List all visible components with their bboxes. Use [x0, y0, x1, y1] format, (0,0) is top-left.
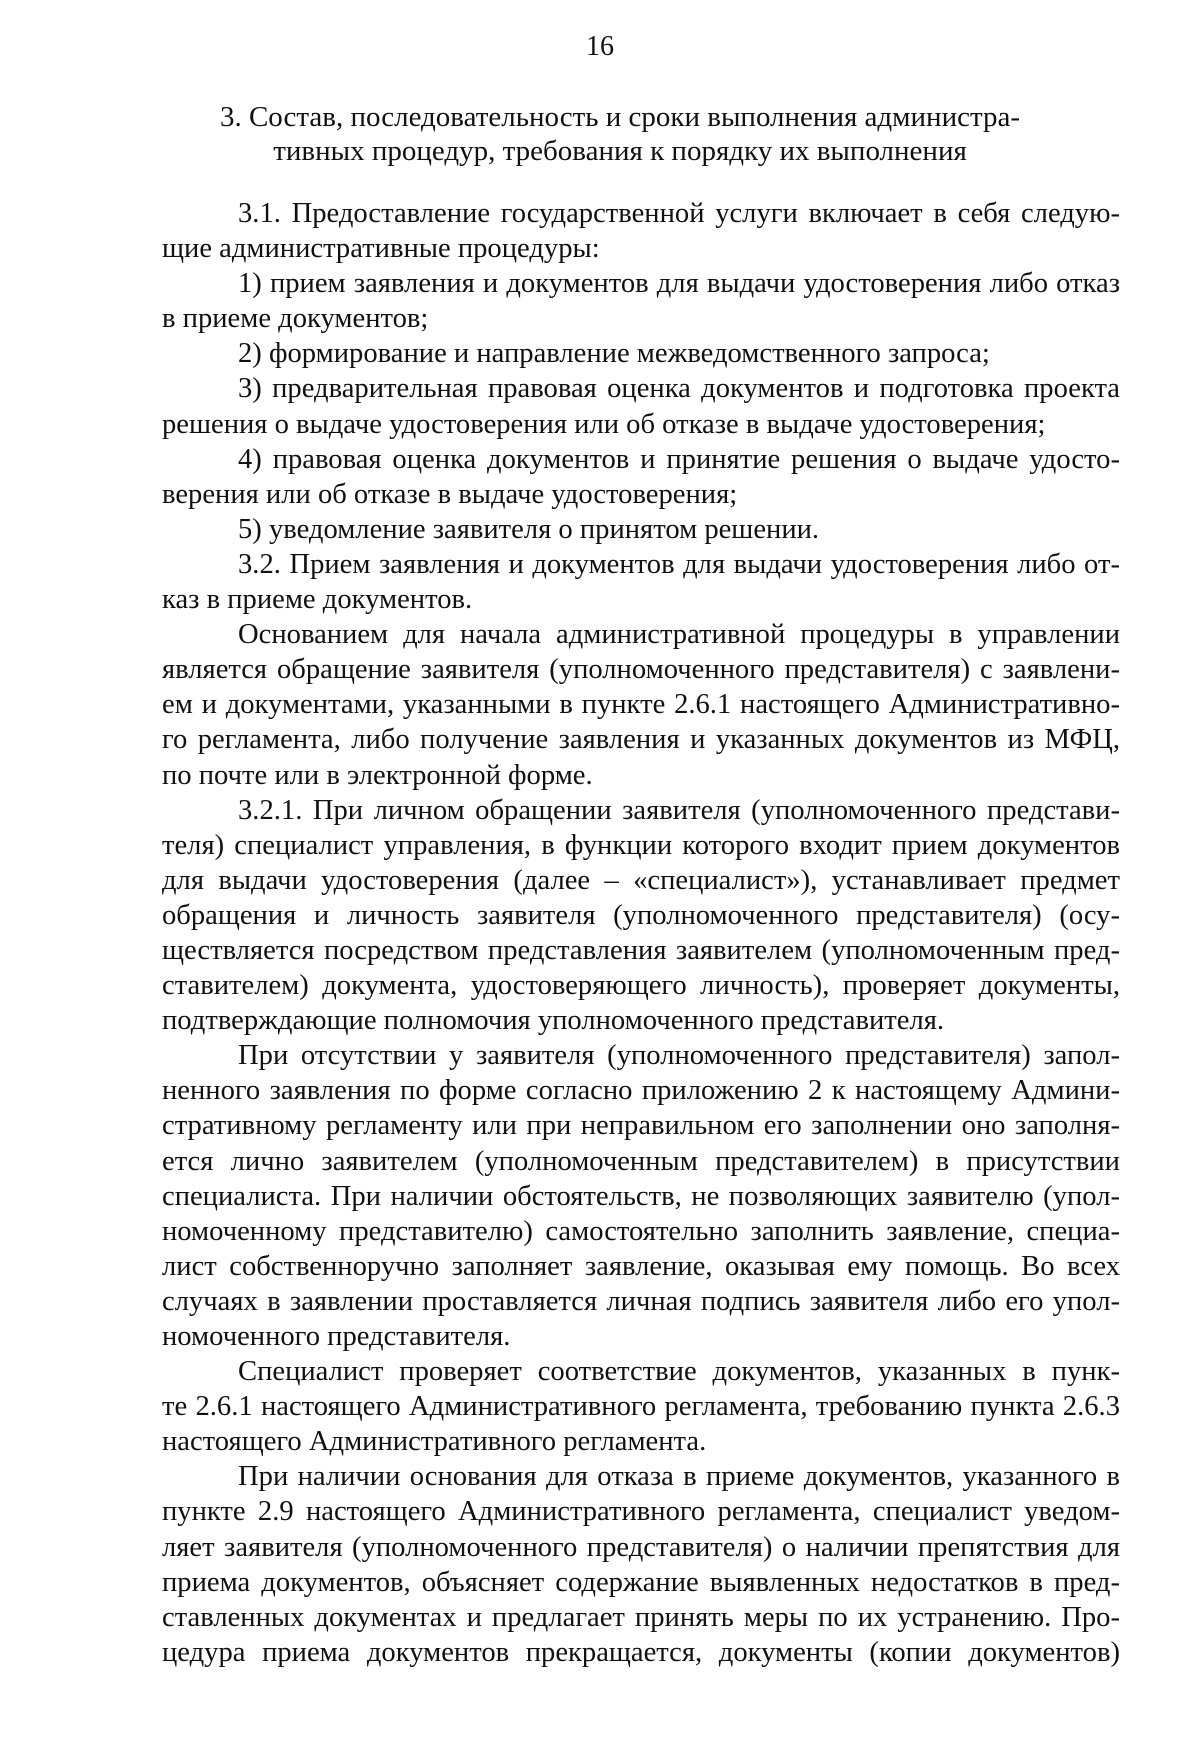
text-line: лист собственноручно заполняет заявление, оказывая ему помощь. Во всех [162, 1250, 1120, 1282]
text-line: ляет заявителя (уполномоченного представителя) о наличии препятствия для [162, 1531, 1120, 1563]
text-line: по почте или в электронной форме. [162, 759, 593, 791]
text-line: 3) предварительная правовая оценка документов и подготовка проекта [238, 373, 1120, 405]
text-line: 3.2.1. При личном обращении заявителя (уполномоченного представи- [238, 794, 1120, 826]
text-line: каз в приеме документов. [162, 584, 473, 616]
text-line: Специалист проверяет соответствие документов, указанных в пунк- [238, 1356, 1120, 1388]
text-line: номоченного представителя. [162, 1321, 511, 1352]
section-heading-line: 3. Состав, последовательность и сроки выполнения администра- [219, 101, 1021, 133]
text-line: для выдачи удостоверения (далее – «специалист»), устанавливает предмет [162, 864, 1120, 896]
text-line: ществляется посредством представления заявителем (уполномоченным пред- [162, 934, 1120, 966]
text-line: настоящего Административного регламента. [162, 1426, 707, 1458]
text-line: обращения и личность заявителя (уполномоченного представителя) (осу- [162, 899, 1120, 931]
text-line: 4) правовая оценка документов и принятие решения о выдаче удосто- [238, 443, 1120, 475]
text-line: 3.1. Предоставление государственной услуги включает в себя следую- [238, 198, 1120, 229]
section-heading [160, 100, 1080, 168]
text-line: 3.2. Прием заявления и документов для выдачи удостоверения либо от- [238, 548, 1120, 580]
section-heading-line: тивных процедур, требования к порядку их выполнения [273, 135, 967, 167]
text-line: является обращение заявителя (уполномоченного представителя) с заявлени- [162, 654, 1120, 686]
text-line: го регламента, либо получение заявления и указанных документов из МФЦ, [162, 724, 1120, 756]
text-line: те 2.6.1 настоящего Административного регламента, требованию пункта 2.6.3 [162, 1391, 1120, 1423]
text-line: ем и документами, указанными в пункте 2.6.1 настоящего Административно- [162, 689, 1120, 721]
text-line: 5) уведомление заявителя о принятом решении. [238, 513, 820, 545]
text-line: щие административные процедуры: [162, 233, 600, 265]
page-number: 16 [586, 31, 614, 62]
text-line: При отсутствии у заявителя (уполномоченного представителя) запол- [238, 1040, 1120, 1072]
text-line: номоченному представителю) самостоятельно заполнить заявление, специа- [162, 1215, 1120, 1247]
text-line: цедура приема документов прекращается, документы (копии документов) [162, 1636, 1120, 1668]
text-line: При наличии основания для отказа в приеме документов, указанного в [238, 1461, 1120, 1493]
text-line: приема документов, объясняет содержание выявленных недостатков в пред- [162, 1566, 1120, 1598]
text-line: ставленных документах и предлагает принять меры по их устранению. Про- [162, 1601, 1120, 1633]
text-line: 2) формирование и направление межведомственного запроса; [238, 338, 990, 370]
text-line: стративному регламенту или при неправильном его заполнении оно заполня- [162, 1110, 1120, 1142]
text-line: теля) специалист управления, в функции которого входит прием документов [162, 829, 1120, 861]
text-line: специалиста. При наличии обстоятельств, не позволяющих заявителю (упол- [162, 1180, 1120, 1212]
body-text [162, 196, 1120, 1670]
text-line: ется лично заявителем (уполномоченным представителем) в присутствии [162, 1145, 1120, 1177]
text-line: в приеме документов; [162, 303, 429, 335]
text-line: пункте 2.9 настоящего Административного регламента, специалист уведом- [162, 1496, 1120, 1528]
text-line: ненного заявления по форме согласно приложению 2 к настоящему Админи- [162, 1075, 1120, 1107]
text-line: решения о выдаче удостоверения или об отказе в выдаче удостоверения; [162, 408, 1046, 440]
text-line: верения или об отказе в выдаче удостоверения; [162, 478, 738, 510]
text-line: Основанием для начала административной процедуры в управлении [238, 619, 1120, 651]
text-line: случаях в заявлении проставляется личная подпись заявителя либо его упол- [162, 1285, 1120, 1317]
text-line: ставителем) документа, удостоверяющего личность), проверяет документы, [162, 970, 1120, 1002]
text-line: подтверждающие полномочия уполномоченного представителя. [162, 1005, 945, 1037]
text-line: 1) прием заявления и документов для выдачи удостоверения либо отказ [238, 268, 1120, 300]
